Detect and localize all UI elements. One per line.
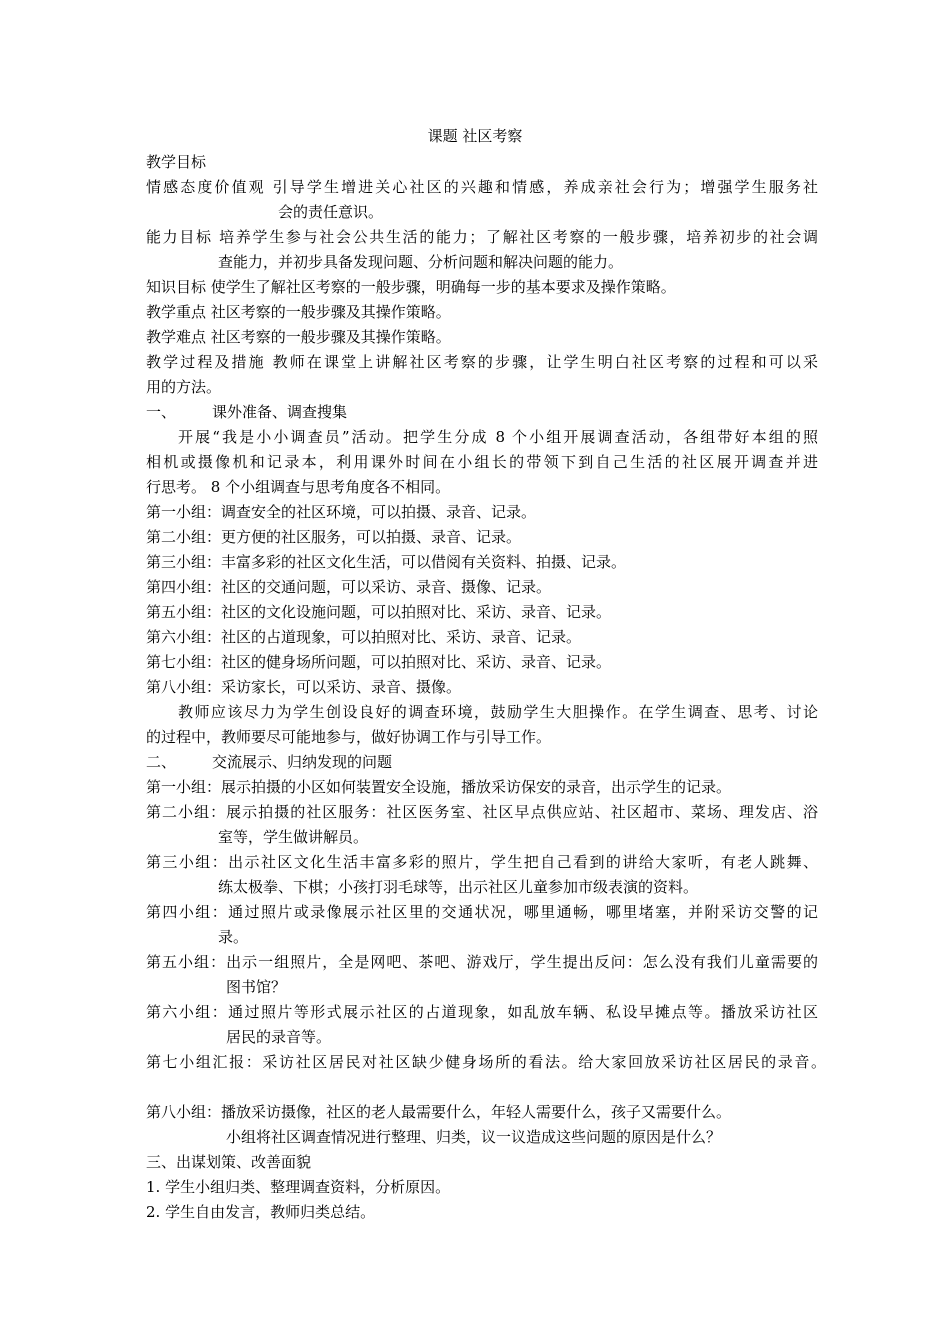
group-report-2: 第二小组：展示拍摄的社区服务：社区医务室、社区早点供应站、社区超市、菜场、理发店、浴: [146, 803, 818, 821]
group-task-7: 第七小组：社区的健身场所问题，可以拍照对比、采访、录音、记录。: [146, 653, 612, 671]
goal-ability: 能力目标 培养学生参与社会公共生活的能力；了解社区考察的一般步骤，培养初步的社会调: [146, 228, 818, 246]
goal-ability-cont: 查能力，并初步具备发现问题、分析问题和解决问题的能力。: [218, 253, 624, 271]
activity-paragraph-line-1: 开展“我是小小调查员”活动。把学生分成 8 个小组开展调查活动，各组带好本组的照: [178, 428, 818, 446]
goal-emotion-cont: 会的责任意识。: [278, 203, 384, 221]
activity-paragraph-line-2: 相机或摄像机和记录本，利用课外时间在小组长的带领下到自己生活的社区展开调查并进: [146, 453, 818, 471]
section-heading-3: 三、出谋划策、改善面貌: [146, 1153, 312, 1171]
group-report-3-cont: 练太极拳、下棋；小孩打羽毛球等，出示社区儿童参加市级表演的资料。: [218, 878, 699, 896]
group-task-3: 第三小组：丰富多彩的社区文化生活，可以借阅有关资料、拍摄、记录。: [146, 553, 627, 571]
teacher-note-line-1: 教师应该尽力为学生创设良好的调查环境，鼓励学生大胆操作。在学生调查、思考、讨论: [178, 703, 818, 721]
group-report-4-cont: 录。: [218, 928, 249, 946]
section-label-objectives: 教学目标: [146, 153, 207, 171]
section-heading-1: [146, 400, 347, 424]
group-report-2-cont: 室等，学生做讲解员。: [218, 828, 369, 846]
group-task-4: 第四小组：社区的交通问题，可以采访、录音、摄像、记录。: [146, 578, 552, 596]
group-task-5: 第五小组：社区的文化设施问题，可以拍照对比、采访、录音、记录。: [146, 603, 612, 621]
group-task-8: 第八小组：采访家长，可以采访、录音、摄像。: [146, 678, 462, 696]
section-heading-2-number: 二、: [146, 753, 177, 771]
group-report-1: 第一小组：展示拍摄的小区如何装置安全设施，播放采访保安的录音，出示学生的记录。: [146, 778, 732, 796]
group-task-6: 第六小组：社区的占道现象，可以拍照对比、采访、录音、记录。: [146, 628, 582, 646]
section-heading-2: [146, 750, 392, 774]
goal-emotion: 情感态度价值观 引导学生增进关心社区的兴趣和情感，养成亲社会行为；增强学生服务社: [146, 178, 818, 196]
step-item-2: 2. 学生自由发言，教师归类总结。: [146, 1203, 376, 1221]
group-report-7: 第七小组汇报：采访社区居民对社区缺少健身场所的看法。给大家回放采访社区居民的录音。: [146, 1053, 826, 1071]
group-report-5: 第五小组：出示一组照片，全是网吧、茶吧、游戏厅，学生提出反问：怎么没有我们儿童需要的: [146, 953, 818, 971]
document-title: 课题 社区考察: [427, 127, 523, 145]
section-heading-1-number: 一、: [146, 403, 177, 421]
section-heading-2-text: 交流展示、归纳发现的问题: [212, 753, 393, 771]
summary-question: 小组将社区调查情况进行整理、归类，议一议造成这些问题的原因是什么？: [226, 1128, 722, 1146]
group-task-2: 第二小组：更方便的社区服务，可以拍摄、录音、记录。: [146, 528, 522, 546]
group-report-4: 第四小组：通过照片或录像展示社区里的交通状况，哪里通畅，哪里堵塞，并附采访交警的记: [146, 903, 818, 921]
group-report-5-cont: 图书馆？: [226, 978, 287, 996]
teaching-difficulty: 教学难点 社区考察的一般步骤及其操作策略。: [146, 328, 451, 346]
step-item-1: 1. 学生小组归类、整理调查资料，分析原因。: [146, 1178, 451, 1196]
goal-knowledge: 知识目标 使学生了解社区考察的一般步骤，明确每一步的基本要求及操作策略。: [146, 278, 676, 296]
group-report-6-cont: 居民的录音等。: [226, 1028, 332, 1046]
section-heading-1-text: 课外准备、调查搜集: [212, 403, 348, 421]
group-report-8: 第八小组：播放采访摄像，社区的老人最需要什么，年轻人需要什么，孩子又需要什么。: [146, 1103, 732, 1121]
teaching-focus: 教学重点 社区考察的一般步骤及其操作策略。: [146, 303, 451, 321]
group-task-1: 第一小组：调查安全的社区环境，可以拍摄、录音、记录。: [146, 503, 537, 521]
teaching-process: 教学过程及措施 教师在课堂上讲解社区考察的步骤，让学生明白社区考察的过程和可以采: [146, 353, 818, 371]
group-report-6: 第六小组：通过照片等形式展示社区的占道现象，如乱放车辆、私设早摊点等。播放采访社区: [146, 1003, 818, 1021]
teacher-note-line-2: 的过程中，教师要尽可能地参与，做好协调工作与引导工作。: [146, 728, 552, 746]
activity-paragraph-line-3: 行思考。 8 个小组调查与思考角度各不相同。: [146, 478, 451, 496]
teaching-process-cont: 用的方法。: [146, 378, 222, 396]
group-report-3: 第三小组：出示社区文化生活丰富多彩的照片，学生把自己看到的讲给大家听，有老人跳舞、: [146, 853, 818, 871]
